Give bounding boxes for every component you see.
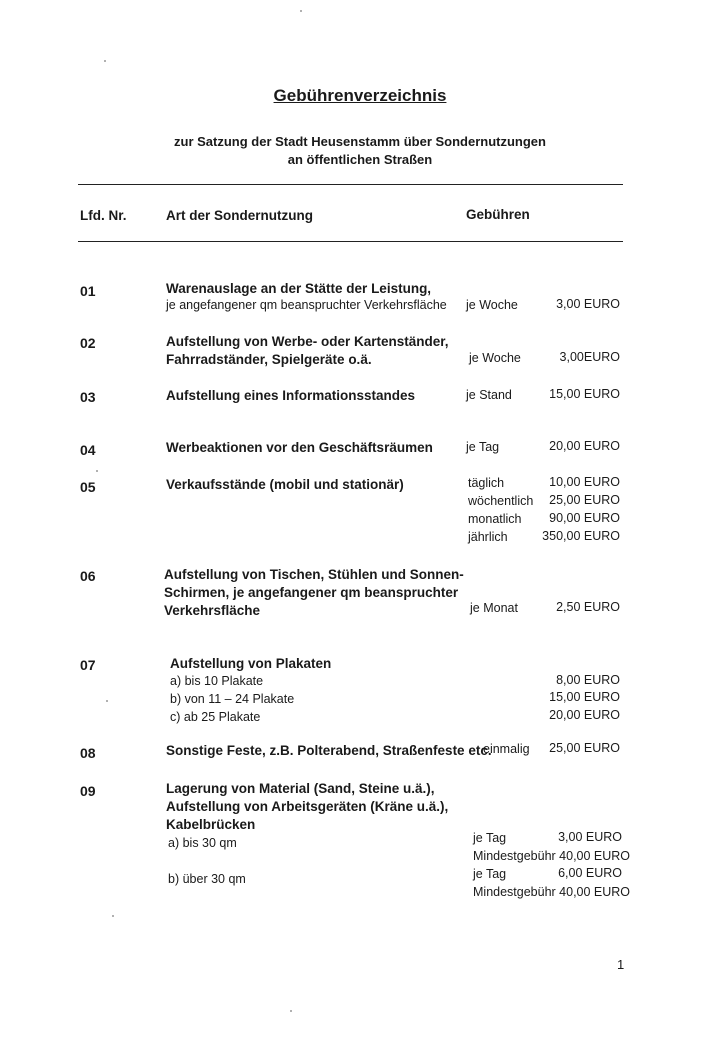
page-title: Gebührenverzeichnis xyxy=(273,86,447,105)
fee-amount: 3,00 EURO xyxy=(558,830,622,844)
row-number: 06 xyxy=(80,568,96,584)
row-title: Werbeaktionen vor den Geschäftsräumen xyxy=(166,440,433,455)
minimum-fee: Mindestgebühr 40,00 EURO xyxy=(473,849,631,863)
fee-amount: 15,00 EURO xyxy=(549,690,620,704)
header-rule xyxy=(78,241,623,242)
fee-amount: 350,00 EURO xyxy=(542,529,620,543)
row-title: Verkehrsfläche xyxy=(164,603,261,618)
fee-amount: 2,50 EURO xyxy=(556,600,620,614)
plakat-option: a) bis 10 Plakate xyxy=(170,674,264,688)
fee-unit: wöchentlich xyxy=(468,494,534,508)
top-rule xyxy=(78,184,623,185)
fee-amount: 15,00 EURO xyxy=(549,387,620,401)
column-header-gebuehren: Gebühren xyxy=(466,207,530,222)
fee-unit: jährlich xyxy=(468,530,508,544)
fee-amount: 10,00 EURO xyxy=(549,475,620,489)
fee-amount: 3,00EURO xyxy=(559,350,620,364)
plakat-option: c) ab 25 Plakate xyxy=(170,710,261,724)
row-number: 05 xyxy=(80,479,96,495)
row-title: Schirmen, je angefangener qm beanspruchter xyxy=(164,585,459,600)
row-title: Aufstellung eines Informationsstandes xyxy=(166,388,416,403)
fee-amount: 3,00 EURO xyxy=(556,297,620,311)
fee-unit: je Tag xyxy=(473,867,507,881)
fee-unit: einmalig xyxy=(483,742,530,756)
column-header-nr: Lfd. Nr. xyxy=(80,208,127,223)
fee-amount: 20,00 EURO xyxy=(549,708,620,722)
row-number: 08 xyxy=(80,745,96,761)
fee-unit: je Woche xyxy=(466,298,518,312)
row-number: 01 xyxy=(80,283,96,299)
fee-unit: je Tag xyxy=(466,440,500,454)
row-title: Aufstellung von Tischen, Stühlen und Sonnen- xyxy=(164,567,464,582)
subtitle-line-1: zur Satzung der Stadt Heusenstamm über Sondernutzungen xyxy=(174,134,546,149)
row-title: Sonstige Feste, z.B. Polterabend, Straßenfeste etc. xyxy=(166,743,492,758)
fee-unit: monatlich xyxy=(468,512,522,526)
row-detail: je angefangener qm beanspruchter Verkehrsfläche xyxy=(166,298,447,312)
scan-speck xyxy=(104,60,106,62)
row-title: Kabelbrücken xyxy=(166,817,256,832)
row-number: 07 xyxy=(80,657,96,673)
row-number: 09 xyxy=(80,783,96,799)
scan-speck xyxy=(112,915,114,917)
page-number: 1 xyxy=(617,957,625,972)
fee-unit: je Monat xyxy=(470,601,518,615)
fee-amount: 25,00 EURO xyxy=(549,741,620,755)
area-option: a) bis 30 qm xyxy=(168,836,237,850)
row-title: Lagerung von Material (Sand, Steine u.ä.), xyxy=(166,781,435,796)
subtitle-line-2: an öffentlichen Straßen xyxy=(287,152,433,167)
row-number: 02 xyxy=(80,335,96,351)
scan-speck xyxy=(106,700,108,702)
fee-amount: 20,00 EURO xyxy=(549,439,620,453)
scan-speck xyxy=(290,1010,292,1012)
fee-amount: 6,00 EURO xyxy=(558,866,622,880)
fee-unit: je Stand xyxy=(466,388,512,402)
fee-amount: 25,00 EURO xyxy=(549,493,620,507)
row-number: 03 xyxy=(80,389,96,405)
row-title: Aufstellung von Werbe- oder Kartenständer, xyxy=(166,334,449,349)
plakat-option: b) von 11 – 24 Plakate xyxy=(170,692,295,706)
minimum-fee: Mindestgebühr 40,00 EURO xyxy=(473,885,631,899)
fee-unit: täglich xyxy=(468,476,505,490)
row-title: Fahrradständer, Spielgeräte o.ä. xyxy=(166,352,372,367)
row-title: Aufstellung von Plakaten xyxy=(170,656,332,671)
scan-speck xyxy=(300,10,302,12)
row-title: Verkaufsstände (mobil und stationär) xyxy=(166,477,404,492)
fee-unit: je Woche xyxy=(469,351,521,365)
fee-unit: je Tag xyxy=(473,831,507,845)
fee-amount: 90,00 EURO xyxy=(549,511,620,525)
column-header-art: Art der Sondernutzung xyxy=(166,208,313,223)
fee-amount: 8,00 EURO xyxy=(556,673,620,687)
row-number: 04 xyxy=(80,442,96,458)
scan-speck xyxy=(96,470,98,472)
area-option: b) über 30 qm xyxy=(168,872,246,886)
row-title: Warenauslage an der Stätte der Leistung, xyxy=(166,281,432,296)
row-title: Aufstellung von Arbeitsgeräten (Kräne u.ä.), xyxy=(166,799,449,814)
